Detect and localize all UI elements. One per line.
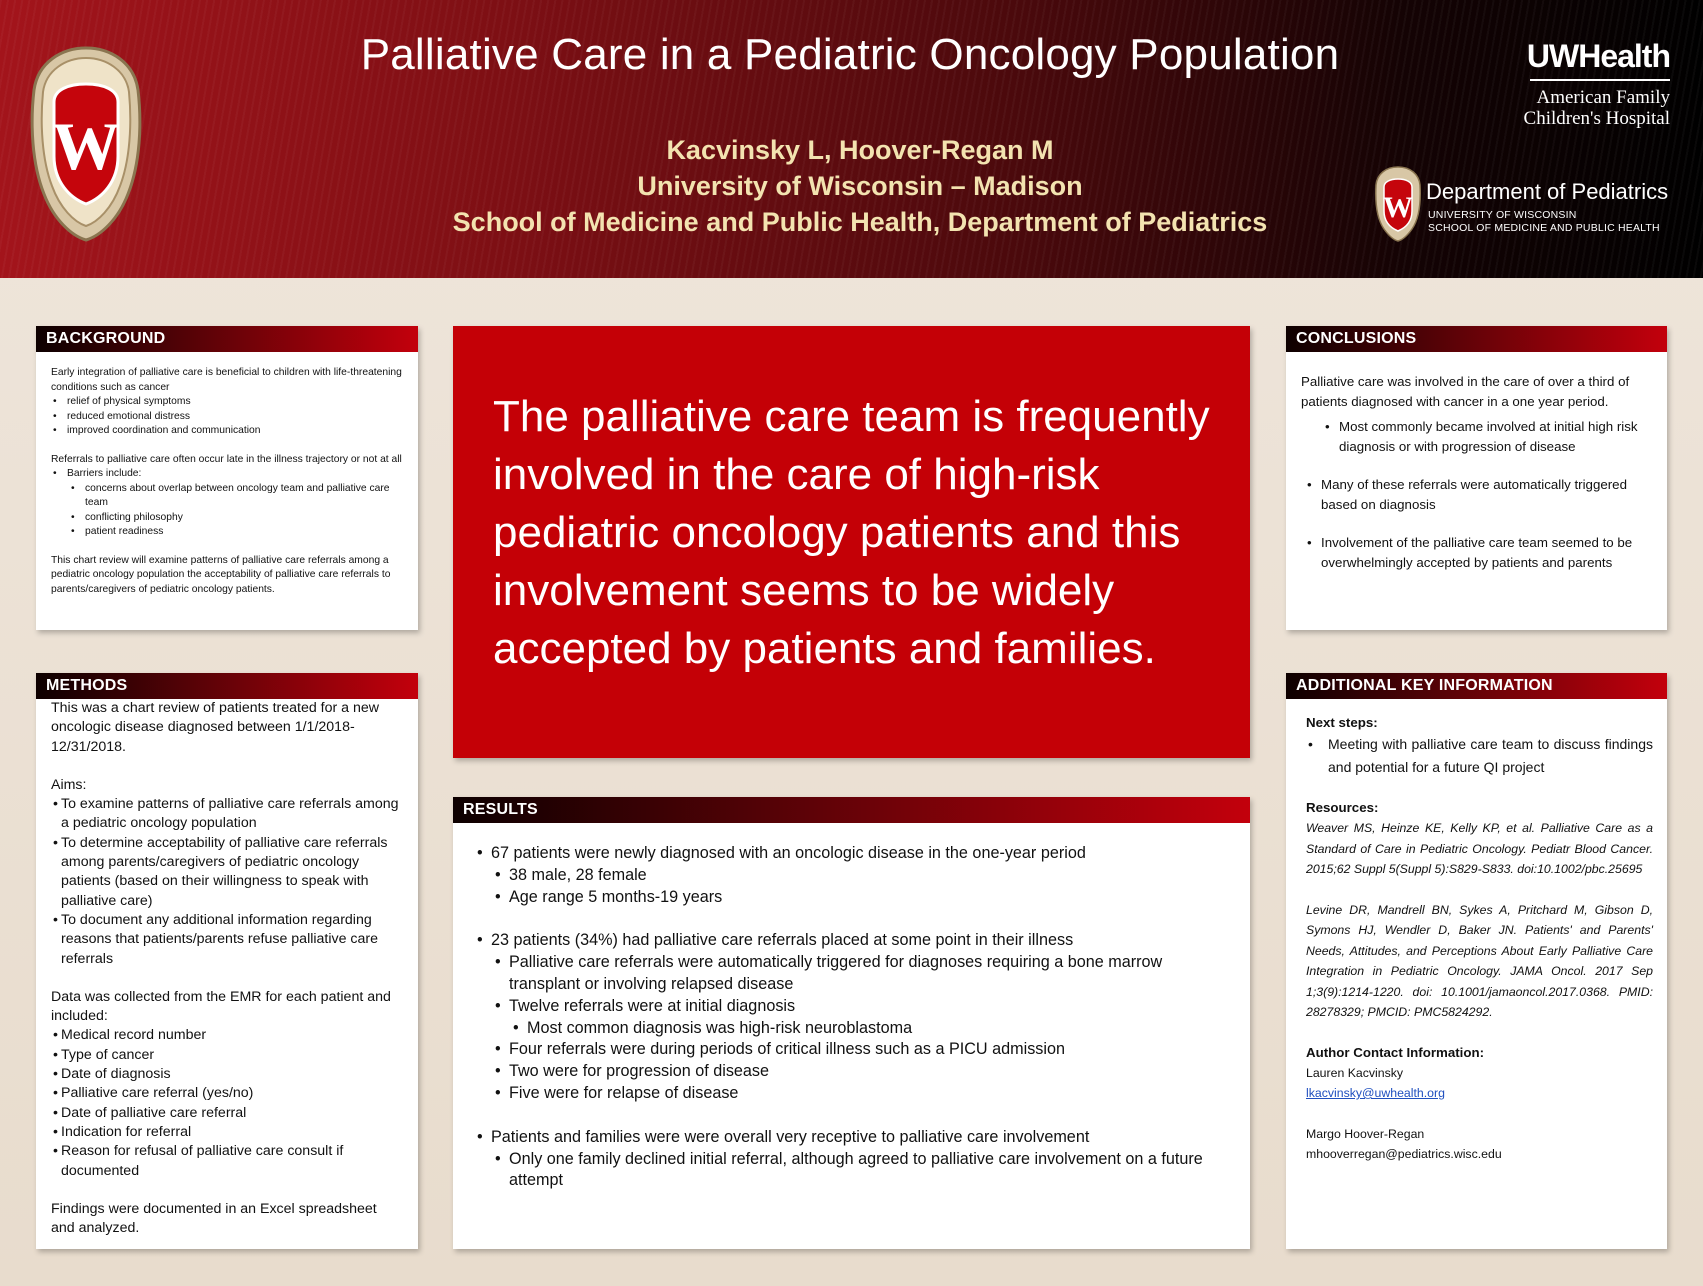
- contact2-name: Margo Hoover-Regan: [1306, 1126, 1425, 1141]
- author-block: [330, 132, 1390, 240]
- list-item: • Medical record number: [51, 1026, 403, 1045]
- institution: University of Wisconsin – Madison: [637, 171, 1083, 201]
- result-item: • Patients and families were were overall very receptive to palliative care involvement: [475, 1127, 1230, 1149]
- list-item: • patient readiness: [69, 525, 403, 540]
- conclusion-item: • Many of these referrals were automatically triggered based on diagnosis: [1305, 475, 1653, 514]
- dept-sub-line1: UNIVERSITY OF WISCONSIN: [1428, 209, 1577, 221]
- list-item: • Palliative care referral (yes/no): [51, 1084, 403, 1103]
- next-steps-label: Next steps:: [1306, 715, 1378, 730]
- poster-header: [0, 0, 1703, 278]
- result-subitem: • Palliative care referrals were automatically triggered for diagnoses requiring a bone marrow transplant or involving relapsed disease: [493, 952, 1230, 996]
- list-item: • Reason for refusal of palliative care consult if documented: [51, 1142, 403, 1181]
- list-item: • reduced emotional distress: [51, 410, 403, 425]
- contact1-name: Lauren Kacvinsky: [1306, 1065, 1404, 1080]
- list-item: • conflicting philosophy: [69, 511, 403, 526]
- results-panel: [453, 797, 1250, 1249]
- result-item: • 67 patients were newly diagnosed with an oncologic disease in the one-year period: [475, 843, 1230, 865]
- list-item: • relief of physical symptoms: [51, 395, 403, 410]
- methods-intro: This was a chart review of patients treated for a new oncologic disease diagnosed between 1/1/2018-12/31/2018.: [51, 700, 380, 755]
- list-item: • To determine acceptability of palliative care referrals among parents/caregivers of pediatric oncology patients (based on their willingness to speak with palliative care): [51, 834, 403, 911]
- uw-crest-icon: [30, 44, 142, 244]
- resources-label: Resources:: [1306, 800, 1379, 815]
- list-item: • improved coordination and communication: [51, 424, 403, 439]
- data-collected-label: Data was collected from the EMR for each patient and included:: [51, 988, 391, 1025]
- methods-panel: [36, 673, 418, 1249]
- conclusions-heading: CONCLUSIONS: [1286, 326, 1667, 352]
- contact2-email: mhooverregan@pediatrics.wisc.edu: [1306, 1147, 1502, 1161]
- list-item: • Date of diagnosis: [51, 1065, 403, 1084]
- next-step-item: • Meeting with palliative care team to discuss findings and potential for a future QI project: [1306, 733, 1653, 778]
- result-item: • 23 patients (34%) had palliative care referrals placed at some point in their illness: [475, 930, 1230, 952]
- aims-label: Aims:: [51, 776, 87, 793]
- school: School of Medicine and Public Health, Department of Pediatrics: [452, 207, 1268, 237]
- conclusion-item: • Involvement of the palliative care team seemed to be overwhelmingly accepted by patients and parents: [1305, 533, 1653, 572]
- methods-heading: METHODS: [36, 673, 418, 699]
- dept-sub-line2: SCHOOL OF MEDICINE AND PUBLIC HEALTH: [1428, 222, 1660, 234]
- list-item: • Type of cancer: [51, 1046, 403, 1065]
- conclusions-intro: Palliative care was involved in the care of over a third of patients diagnosed with cancer in a one year period.: [1301, 374, 1630, 409]
- background-heading: BACKGROUND: [36, 326, 418, 352]
- results-heading: RESULTS: [453, 797, 1250, 823]
- late-referrals-text: Referrals to palliative care often occur late in the illness trajectory or not at all: [51, 453, 402, 465]
- list-item: • concerns about overlap between oncology team and palliative care team: [69, 482, 403, 511]
- reference-2: Levine DR, Mandrell BN, Sykes A, Pritchard M, Gibson D, Symons HJ, Wendler D, Baker JN. Patients' and Parents' Needs, Attitudes, and Perceptions About Early Palliative Care Integration in Pediatric Oncology. JAMA Oncol. 2017 Sep 1;3(9):1214-1220. doi: 10.1001/jamaoncol.2017.0368. PMID: 28278329; PMCID: PMC5824292.: [1306, 902, 1653, 1019]
- additional-heading: ADDITIONAL KEY INFORMATION: [1286, 673, 1667, 699]
- list-item: • Date of palliative care referral: [51, 1104, 403, 1123]
- poster-title: Palliative Care in a Pediatric Oncology Population: [360, 30, 1340, 79]
- conclusions-panel: [1286, 326, 1667, 630]
- barriers-label: • Barriers include:: [51, 467, 403, 482]
- background-summary: This chart review will examine patterns of palliative care referrals among a pediatric oncology population the acceptability of palliative care referrals to parents/caregivers of pediatric oncology patients.: [51, 554, 391, 595]
- result-subitem: • Most common diagnosis was high-risk neuroblastoma: [511, 1018, 1230, 1040]
- hospital-name-line2: Children's Hospital: [1523, 108, 1670, 129]
- list-item: • To document any additional information regarding reasons that patients/parents refuse palliative care referrals: [51, 911, 403, 969]
- result-subitem: • Five were for relapse of disease: [493, 1083, 1230, 1105]
- key-finding-box: The palliative care team is frequently involved in the care of high-risk pediatric oncology patients and this involvement seems to be widely accepted by patients and families.: [453, 326, 1250, 758]
- uwhealth-brand: UWHealth: [1526, 38, 1670, 74]
- uwhealth-logo: [1470, 38, 1670, 129]
- dept-subtitle: [1428, 209, 1660, 235]
- findings-text: Findings were documented in an Excel spreadsheet and analyzed.: [51, 1200, 377, 1237]
- result-subitem: • Only one family declined initial referral, although agreed to palliative care involvement on a future attempt: [493, 1149, 1230, 1193]
- reference-1: Weaver MS, Heinze KE, Kelly KP, et al. Palliative Care as a Standard of Care in Pediatric Oncology. Pediatr Blood Cancer. 2015;62 Suppl 5(Suppl 5):S829-S833. doi:10.1002/pbc.25695: [1306, 821, 1653, 876]
- additional-info-panel: [1286, 673, 1667, 1249]
- result-subitem: • Twelve referrals were at initial diagnosis: [493, 996, 1230, 1018]
- crest-letter: W: [52, 108, 120, 184]
- list-item: • To examine patterns of palliative care referrals among a pediatric oncology population: [51, 795, 403, 834]
- background-intro: Early integration of palliative care is beneficial to children with life-threatening conditions such as cancer: [51, 367, 402, 393]
- dept-crest-icon: [1374, 165, 1422, 243]
- result-subitem: • Four referrals were during periods of critical illness such as a PICU admission: [493, 1039, 1230, 1061]
- result-subitem: • Age range 5 months-19 years: [493, 887, 1230, 909]
- contact1-email-link[interactable]: lkacvinsky@uwhealth.org: [1306, 1086, 1445, 1100]
- hospital-name-line1: American Family: [1536, 87, 1670, 108]
- result-subitem: • 38 male, 28 female: [493, 865, 1230, 887]
- dept-name: Department of Pediatrics: [1426, 179, 1669, 204]
- dept-crest-letter: W: [1383, 191, 1413, 224]
- result-subitem: • Two were for progression of disease: [493, 1061, 1230, 1083]
- list-item: • Indication for referral: [51, 1123, 403, 1142]
- conclusion-item: • Most commonly became involved at initial high risk diagnosis or with progression of disease: [1323, 417, 1653, 456]
- contact-label: Author Contact Information:: [1306, 1044, 1485, 1060]
- logo-rule: [1530, 79, 1670, 81]
- background-panel: [36, 326, 418, 630]
- authors: Kacvinsky L, Hoover-Regan M: [666, 135, 1054, 165]
